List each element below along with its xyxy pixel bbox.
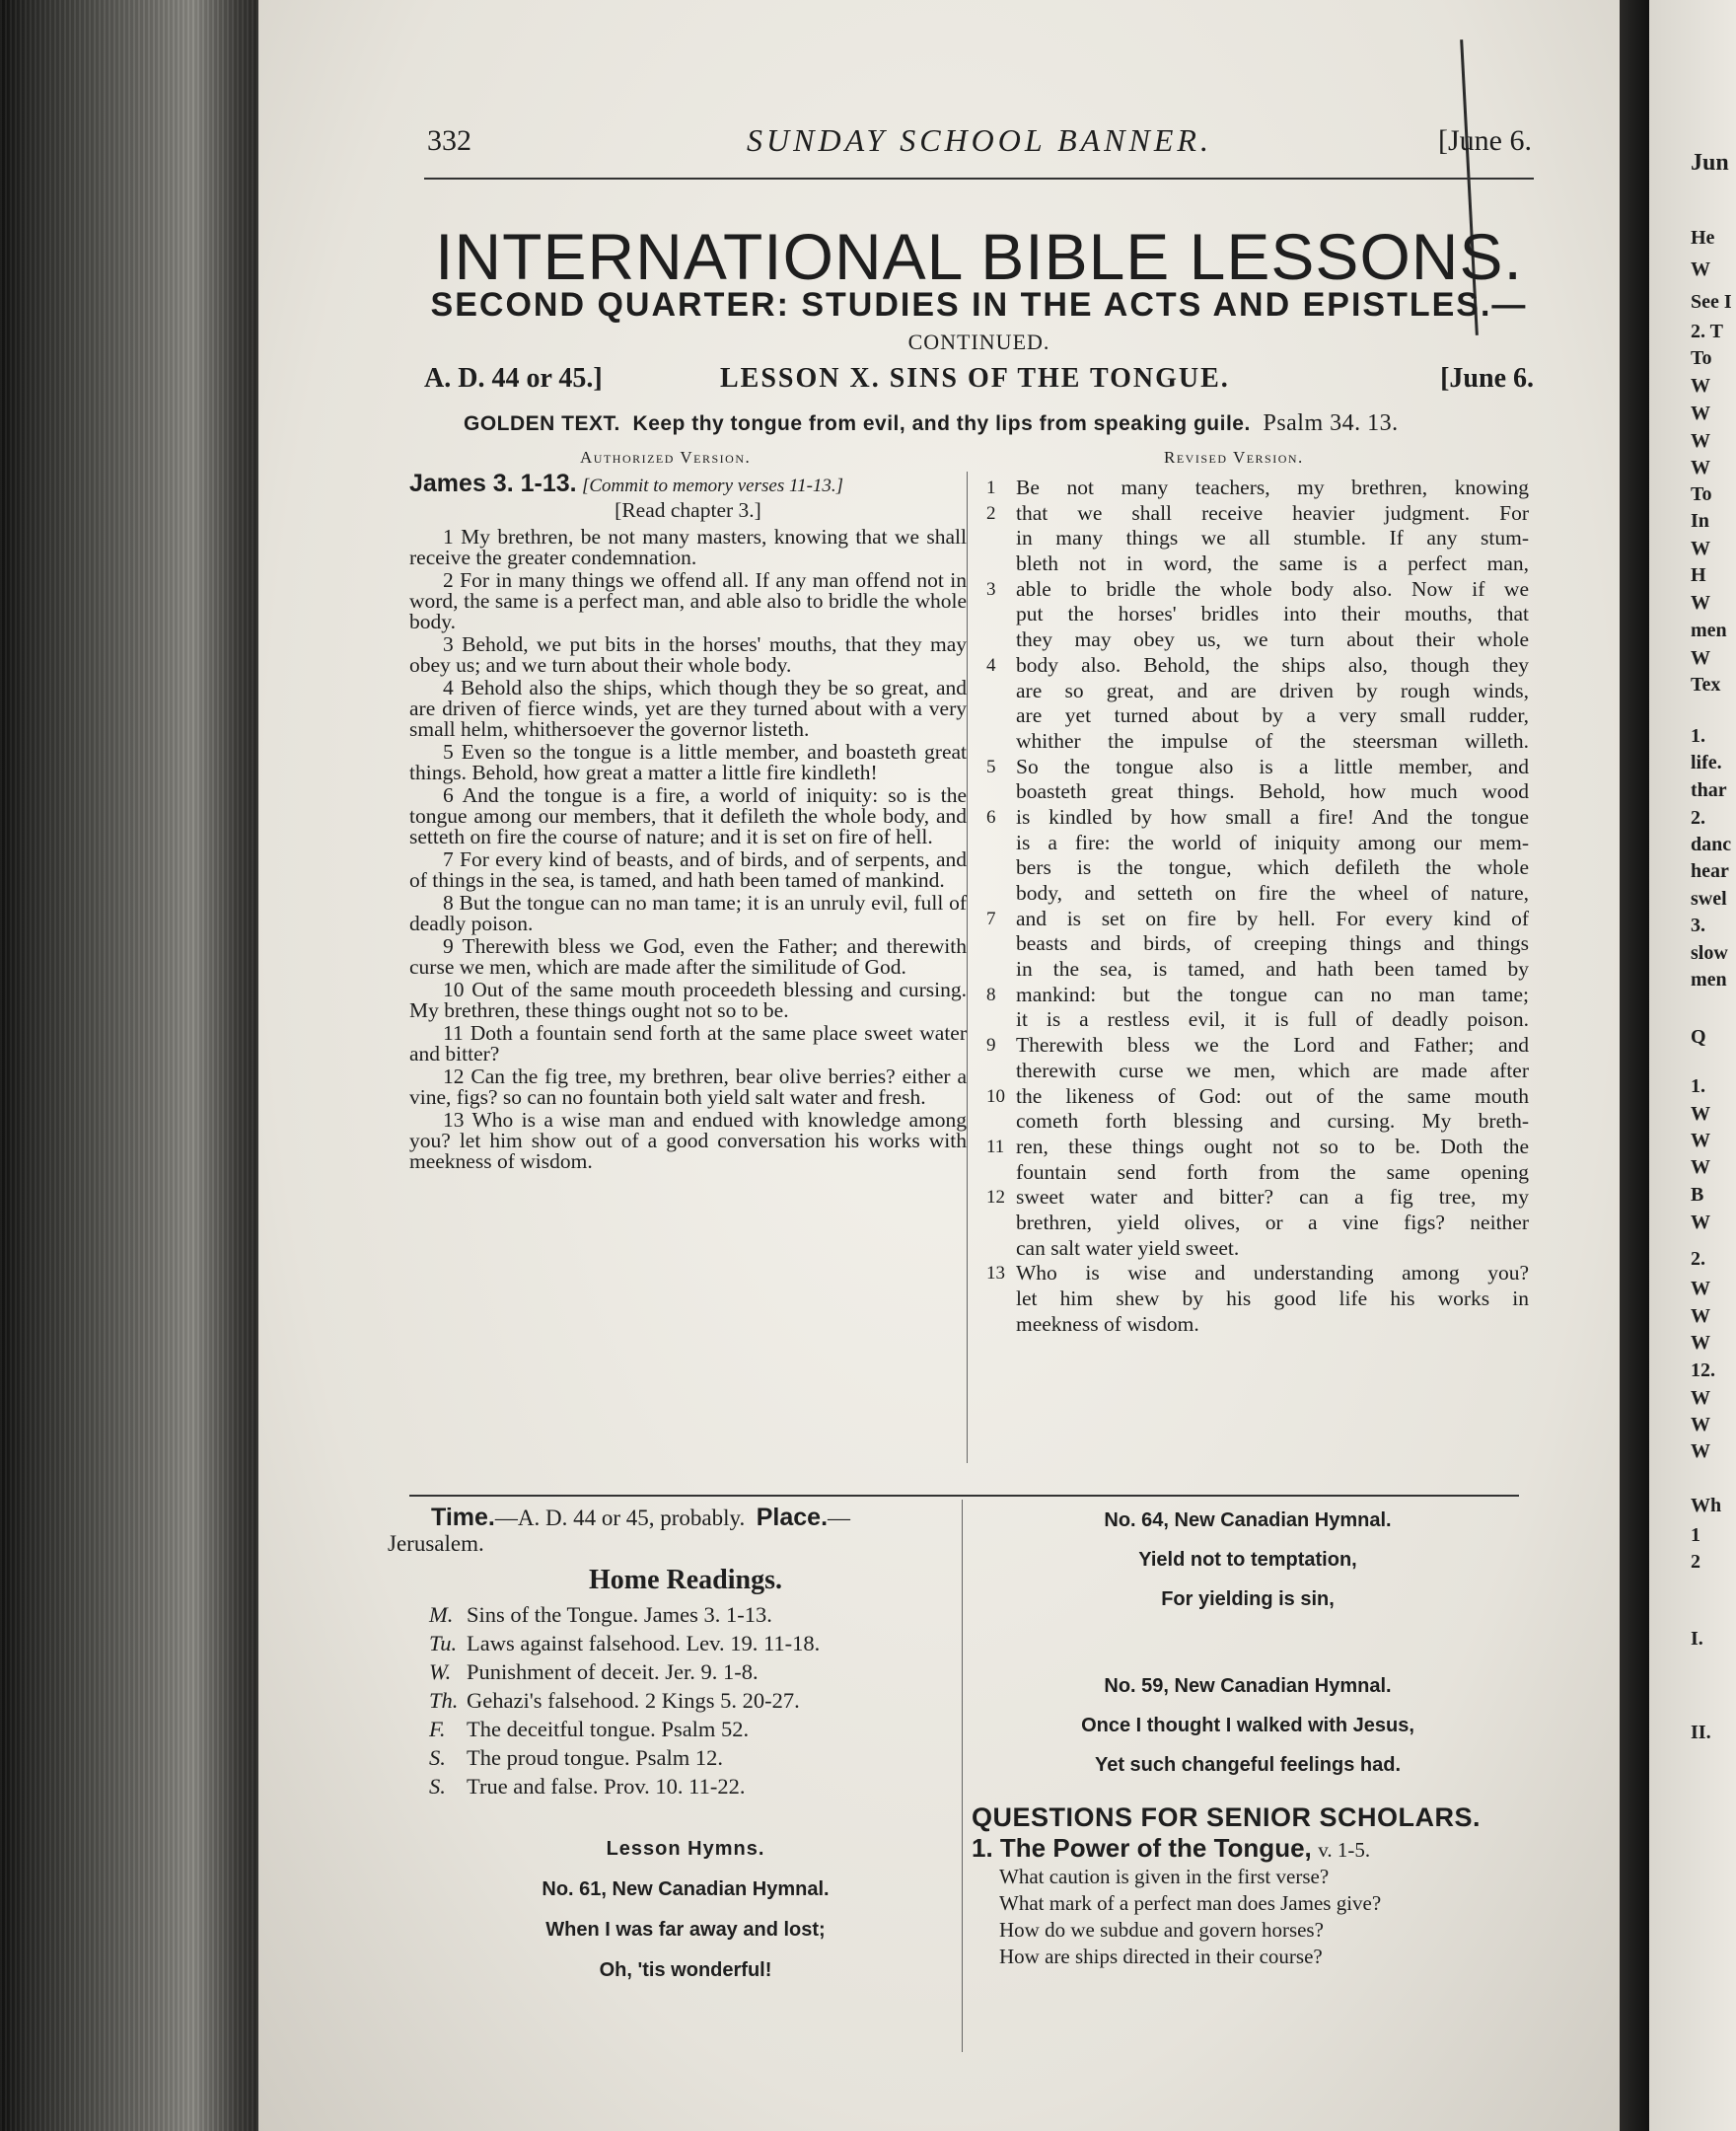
section-rule [409,1495,1519,1497]
verse: 7 For every kind of beasts, and of birds, and of serpents, and of things in the sea, is tamed, and hath been tamed of mankind. [409,847,967,892]
adjacent-page-fragment: 1. [1691,725,1705,747]
revised-line-text: body also. Behold, the ships also, though they [1016,652,1529,677]
adjacent-page-fragment: W [1691,1305,1710,1327]
read-chapter: [Read chapter 3.] [615,498,761,522]
adjacent-page-fragment: men [1691,969,1727,991]
adjacent-page-fragment: To [1691,483,1712,505]
revised-line [986,476,1529,501]
revised-line [986,1312,1529,1338]
questions-title: QUESTIONS FOR SENIOR SCHOLARS. [972,1802,1482,1832]
verse-number: 12 [986,1187,1005,1209]
reading-day: Tu. [429,1631,458,1655]
adjacent-page-fragment: I. [1691,1628,1703,1650]
revised-line [986,1185,1529,1211]
header-rule [424,178,1534,180]
memory-verses: [Commit to memory verses 11-13.] [581,476,844,496]
verse-number: 7 [986,908,996,929]
revised-line-text: can salt water yield sweet. [1016,1235,1240,1260]
revised-line [986,1211,1529,1236]
adjacent-page-fragment: He [1691,227,1715,249]
revised-line-text: able to bridle the whole body also. Now if we [1016,576,1529,601]
revised-line [986,907,1529,932]
revised-line [986,577,1529,603]
verse: 5 Even so the tongue is a little member, and boasteth great things. Behold, how great a matter a little fire kindleth! [409,740,967,784]
authorized-version [409,470,967,1174]
revised-line-text: the likeness of God: out of the same mouth [1016,1083,1529,1108]
question: How are ships directed in their course? [999,1945,1323,1968]
adjacent-page-fragment: W [1691,592,1710,614]
reading-item [409,1686,962,1715]
revised-line-text: fountain send forth from the same opening [1016,1159,1529,1184]
hymn-number-64: No. 64, New Canadian Hymnal. [1104,1509,1392,1531]
golden-text [464,410,1529,437]
revised-line-text: meekness of wisdom. [1016,1311,1199,1336]
adjacent-page-fragment: W [1691,403,1710,424]
revised-line [986,755,1529,780]
question: What mark of a perfect man does James give? [999,1891,1382,1915]
revised-line [986,1160,1529,1186]
lesson-notes-left [388,1504,962,1982]
place-label: Place. [756,1504,829,1531]
adjacent-page-fragment: swel [1691,888,1727,910]
reading-day: M. [429,1602,454,1627]
adjacent-page-fragment: W [1691,1212,1710,1233]
questions-section [972,1833,1524,1864]
revised-line [986,983,1529,1008]
hymn-64-line-1: Yield not to temptation, [1138,1549,1357,1571]
adjacent-page-fragment: W [1691,1130,1710,1151]
adjacent-page-fragment: 12. [1691,1359,1715,1381]
hymn-64-line-2: For yielding is sin, [1161,1588,1335,1610]
reading-text: Punishment of deceit. Jer. 9. 1-8. [467,1659,759,1684]
adjacent-page-fragment: 2. T [1691,321,1723,342]
adjacent-page-fragment: W [1691,538,1710,559]
revised-line-text: sweet water and bitter? can a fig tree, my [1016,1185,1529,1210]
place-value: Jerusalem. [388,1531,484,1556]
revised-line [986,526,1529,551]
revised-line-text: ren, these things ought not so to be. Doth the [1016,1134,1529,1158]
verse: 2 For in many things we offend all. If any man offend not in word, the same is a perfect man, and able also to bridle the whole body. [409,568,967,633]
revised-line-text: So the tongue also is a little member, and [1016,754,1529,778]
reading-item [409,1743,962,1772]
revised-line [986,679,1529,704]
revised-line-text: that we shall receive heavier judgment. For [1016,500,1529,525]
lesson-date: [June 6. [1440,363,1534,394]
revised-line [986,881,1529,907]
hymn-number-61: No. 61, New Canadian Hymnal. [542,1878,830,1900]
adjacent-page-fragment: 2 [1691,1551,1700,1573]
verse-number: 3 [986,578,996,600]
revised-line [986,1286,1529,1312]
adjacent-page-fragment: W [1691,1278,1710,1299]
revised-heading: Revised Version. [1164,448,1304,467]
golden-text-label: GOLDEN TEXT. [464,412,620,435]
revised-line [986,1109,1529,1135]
hymn-61-line-2: Oh, 'tis wonderful! [599,1959,772,1981]
revised-line-text: therewith curse we men, which are made after [1016,1058,1529,1082]
lesson-title: LESSON X. SINS OF THE TONGUE. [720,363,1230,394]
adjacent-page-fragment: W [1691,1156,1710,1178]
verse: 10 Out of the same mouth proceedeth blessing and cursing. My brethren, these things ought not so to be. [409,978,967,1022]
revised-line [986,501,1529,527]
verse-number: 11 [986,1136,1005,1157]
revised-line [986,855,1529,881]
reading-text: Laws against falsehood. Lev. 19. 11-18. [467,1631,821,1655]
revised-line-text: and is set on fire by hell. For every kind of [1016,906,1529,930]
adjacent-page-fragment: 2. [1691,807,1705,829]
reading-text: True and false. Prov. 10. 11-22. [467,1774,746,1799]
revised-line-text: whither the impulse of the steersman willeth. [1016,728,1529,753]
verse-number: 5 [986,756,996,777]
adjacent-page-fragment: W [1691,647,1710,669]
adjacent-page-fragment: W [1691,457,1710,478]
verse: 8 But the tongue can no man tame; it is an unruly evil, full of deadly poison. [409,891,967,935]
adjacent-page-fragment: In [1691,510,1709,532]
reading-text: Gehazi's falsehood. 2 Kings 5. 20-27. [467,1688,800,1713]
adjacent-page-fragment: 1 [1691,1524,1700,1546]
reading-text: The proud tongue. Psalm 12. [467,1745,723,1770]
questions-list [972,1864,1524,1970]
header-date: [June 6. [1438,124,1532,157]
questions-section-ref: v. 1-5. [1318,1838,1371,1862]
revised-line [986,1033,1529,1059]
adjacent-page-fragment: life. [1691,752,1722,773]
verse: 11 Doth a fountain send forth at the same place sweet water and bitter? [409,1021,967,1066]
revised-line-text: brethren, yield olives, or a vine figs? neither [1016,1210,1529,1234]
revised-version [986,476,1529,1337]
reading-day: Th. [429,1688,459,1713]
revised-line-text: body, and setteth on fire the wheel of nature, [1016,881,1529,905]
revised-line-text: is a fire: the world of iniquity among our mem- [1016,830,1529,854]
revised-line-text: beasts and birds, of creeping things and things [1016,931,1529,956]
reading-day: F. [429,1717,446,1741]
adjacent-page-fragment: W [1691,1103,1710,1125]
revised-line-text: in the sea, is tamed, and hath been tamed by [1016,957,1529,982]
column-divider [967,472,968,1463]
page-gutter [1620,0,1649,2131]
reading-item [409,1600,962,1629]
revised-line-text: is kindled by how small a fire! And the tongue [1016,804,1529,829]
lesson-heading [424,363,1534,403]
revised-line [986,831,1529,856]
verse-number: 4 [986,654,996,676]
reading-day: W. [429,1659,452,1684]
revised-line [986,805,1529,831]
reading-day: S. [429,1745,446,1770]
reading-item [409,1772,962,1800]
verse: 1 My brethren, be not many masters, knowing that we shall receive the greater condemnation. [409,525,967,569]
revised-line-text: boasteth great things. Behold, how much wood [1016,779,1529,804]
hymn-59-line-2: Yet such changeful feelings had. [1094,1754,1402,1776]
book-binding [0,0,276,2131]
question: How do we subdue and govern horses? [999,1918,1324,1942]
verse-number: 2 [986,502,996,524]
adjacent-page-fragment: W [1691,375,1710,397]
running-header [427,118,1532,172]
reading-item [409,1629,962,1657]
revised-line [986,602,1529,627]
adjacent-page-fragment: To [1691,347,1712,369]
adjacent-page-fragment: W [1691,1414,1710,1435]
adjacent-page-fragment: W [1691,1332,1710,1354]
golden-text-body: Keep thy tongue from evil, and thy lips from speaking guile. [632,412,1251,435]
reading-item [409,1715,962,1743]
adjacent-page-fragment: 1. [1691,1075,1705,1097]
scripture-reference-line [409,470,967,497]
publication-title: SUNDAY SCHOOL BANNER. [747,122,1212,158]
adjacent-page-fragment: Tex [1691,674,1721,696]
adjacent-page-fragment: See I [1691,291,1732,313]
verse-number: 9 [986,1035,996,1057]
golden-text-ref: Psalm 34. 13. [1263,410,1399,436]
verse: 3 Behold, we put bits in the horses' mouths, that they may obey us; and we turn about their whole body. [409,632,967,677]
adjacent-page-fragment: II. [1691,1722,1711,1743]
revised-line-text: mankind: but the tongue can no man tame; [1016,982,1529,1006]
reading-text: Sins of the Tongue. James 3. 1-13. [467,1602,772,1627]
revised-line [986,957,1529,983]
revised-line-text: Be not many teachers, my brethren, knowing [1016,476,1529,499]
hymn-number-59: No. 59, New Canadian Hymnal. [1104,1675,1392,1697]
adjacent-page-fragment: B [1691,1184,1704,1206]
verse: 6 And the tongue is a fire, a world of iniquity: so is the tongue among our members, that it defileth the whole body, and setteth on fire the course of nature; and it is set on fire of hell. [409,783,967,848]
revised-line [986,1236,1529,1262]
verse: 4 Behold also the ships, which though they be so great, and are driven of fierce winds, yet are they turned about with a very small helm, whithersoever the governor listeth. [409,676,967,741]
adjacent-page-fragment: danc [1691,834,1732,855]
bottom-column-divider [962,1500,963,2052]
adjacent-page-fragment: H [1691,564,1706,586]
question: What caution is given in the first verse? [999,1865,1330,1888]
revised-line-text: Who is wise and understanding among you? [1016,1261,1529,1286]
adjacent-page-edge [1649,0,1736,2131]
adjacent-page-fragment: W [1691,1387,1710,1409]
adjacent-page-fragment: men [1691,620,1727,641]
revised-line [986,1261,1529,1286]
home-readings-title: Home Readings. [589,1565,782,1595]
reading-day: S. [429,1774,446,1799]
hymn-59-line-1: Once I thought I walked with Jesus, [1081,1715,1414,1736]
authorized-verses [409,527,967,1172]
verse-number: 10 [986,1085,1005,1107]
revised-line [986,1135,1529,1160]
revised-line [986,1059,1529,1084]
revised-line-text: Therewith bless we the Lord and Father; and [1016,1033,1529,1058]
adjacent-page-fragment: slow [1691,942,1728,964]
adjacent-page-fragment: W [1691,258,1710,280]
place-dash: — [828,1506,851,1530]
revised-line-text: are yet turned about by a very small rudder, [1016,703,1529,728]
revised-line-text: bers is the tongue, which defileth the whole [1016,855,1529,880]
hymn-61-line-1: When I was far away and lost; [545,1919,826,1941]
adjacent-page-fragment: Wh [1691,1495,1722,1516]
revised-line [986,627,1529,653]
adjacent-page-fragment: W [1691,430,1710,452]
adjacent-page-fragment: thar [1691,779,1727,801]
revised-line-text: are so great, and are driven by rough winds, [1016,678,1529,702]
revised-line-text: it is a restless evil, it is full of deadly poison. [1016,1007,1529,1032]
scripture-reference: James 3. 1-13. [409,470,577,497]
lesson-hymns-title: Lesson Hymns. [606,1838,765,1860]
verse-number: 1 [986,478,996,498]
continued-label: CONTINUED. [907,330,1050,354]
revised-line-text: in many things we all stumble. If any stum- [1016,526,1529,551]
revised-line [986,1007,1529,1033]
reading-text: The deceitful tongue. Psalm 52. [467,1717,750,1741]
revised-line-text: let him shew by his good life his works in [1016,1286,1529,1310]
revised-line [986,729,1529,755]
verse-number: 8 [986,984,996,1005]
time-place [388,1504,962,1557]
verse: 12 Can the fig tree, my brethren, bear olive berries? either a vine, figs? so can no fountain both yield salt water and fresh. [409,1065,967,1109]
revised-line [986,931,1529,957]
revised-line-text: put the horses' bridles into their mouths, that [1016,602,1529,626]
revised-line [986,1084,1529,1110]
revised-line-text: bleth not in word, the same is a perfect man, [1016,551,1529,576]
home-readings-list [409,1600,962,1800]
verse: 13 Who is a wise man and endued with knowledge among you? let him show out of a good conversation his works with meekness of wisdom. [409,1108,967,1173]
revised-line-text: they may obey us, we turn about their whole [1016,627,1529,652]
verse-number: 6 [986,806,996,828]
revised-line [986,779,1529,805]
page-number: 332 [427,124,471,157]
revised-line-text: cometh forth blessing and cursing. My breth- [1016,1109,1529,1134]
revised-line [986,551,1529,577]
revised-line [986,653,1529,679]
adjacent-page-fragment: Q [1691,1026,1706,1048]
verse-number: 13 [986,1263,1005,1285]
adjacent-page-fragment: 2. [1691,1248,1705,1270]
verse: 9 Therewith bless we God, even the Father; and therewith curse we men, which are made after the similitude of God. [409,934,967,979]
adjacent-page-fragment: hear [1691,860,1729,882]
adjacent-page-fragment: 3. [1691,915,1705,936]
time-label: Time. [431,1504,495,1531]
adjacent-page-header: Jun [1691,150,1729,176]
page-title: INTERNATIONAL BIBLE LESSONS. [435,220,1523,293]
lesson-notes-right [972,1509,1524,1970]
time-value: —A. D. 44 or 45, probably. [494,1506,746,1530]
lesson-year: A. D. 44 or 45.] [424,363,603,394]
authorized-heading: Authorized Version. [580,448,752,467]
revised-line [986,703,1529,729]
questions-section-title: 1. The Power of the Tongue, [972,1833,1312,1863]
reading-item [409,1657,962,1686]
adjacent-page-fragment: W [1691,1440,1710,1462]
page-subtitle: SECOND QUARTER: STUDIES IN THE ACTS AND EPISTLES.— [430,286,1528,324]
